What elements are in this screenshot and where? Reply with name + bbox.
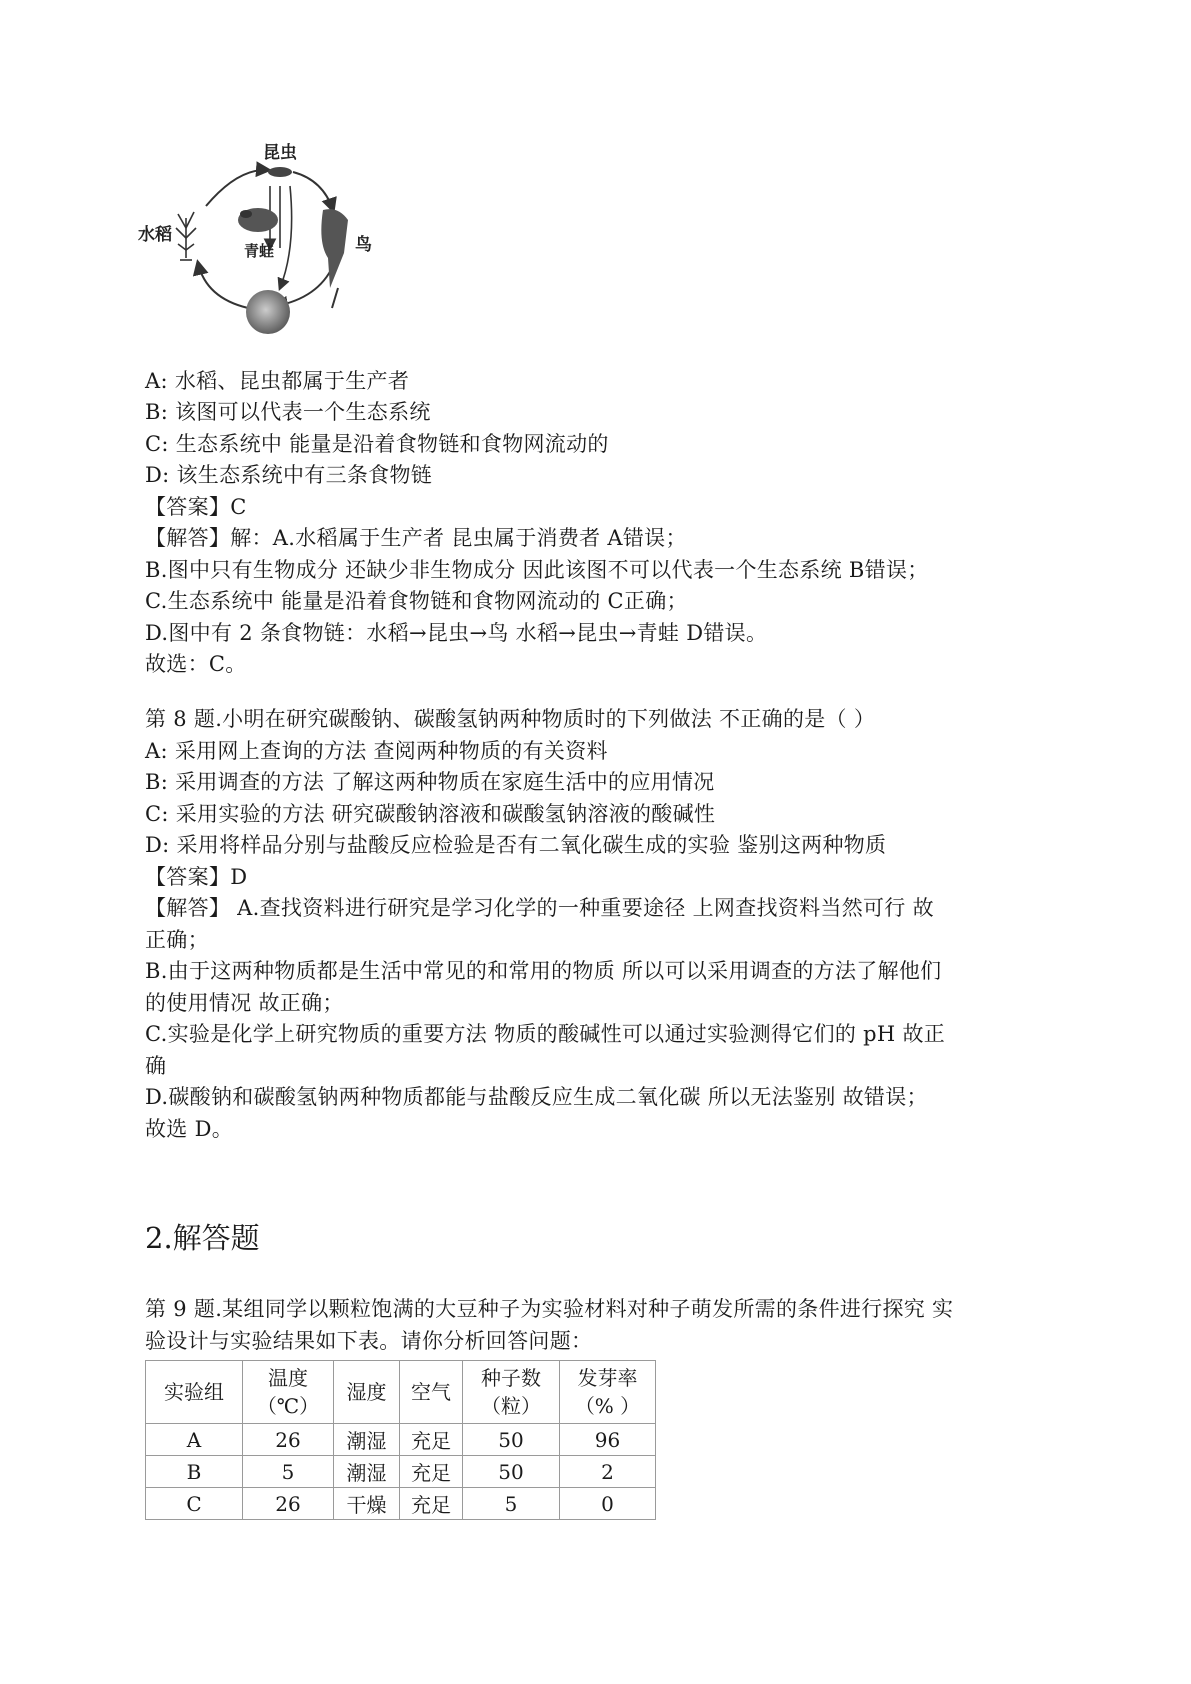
q8-answer: 【答案】D [145, 865, 248, 889]
label-insect: 昆虫 [263, 143, 297, 163]
q8-option-b: B: 采用调查的方法 了解这两种物质在家庭生活中的应用情况 [145, 770, 715, 794]
header-humidity: 湿度 [334, 1361, 400, 1424]
q7-explanation-line: 【解答】解：A.水稻属于生产者 昆虫属于消费者 A错误； [145, 526, 687, 550]
table-cell: 50 [463, 1456, 560, 1488]
q8-option-d: D: 采用将样品分别与盐酸反应检验是否有二氧化碳生成的实验 鉴别这两种物质 [145, 833, 887, 857]
header-air: 空气 [400, 1361, 463, 1424]
table-row [146, 1488, 656, 1520]
table-cell: 充足 [400, 1488, 463, 1520]
header-group: 实验组 [146, 1361, 243, 1424]
table-cell: 0 [560, 1488, 656, 1520]
header-germination-rate: 发芽率 （% ） [560, 1361, 656, 1424]
table-cell: 充足 [400, 1424, 463, 1456]
table-cell: 50 [463, 1424, 560, 1456]
q7-option-b: B: 该图可以代表一个生态系统 [145, 400, 431, 424]
table-row [146, 1424, 656, 1456]
table-cell: 潮湿 [334, 1456, 400, 1488]
q7-explanation-line: C.生态系统中 能量是沿着食物链和食物网流动的 C正确； [145, 589, 688, 613]
table-cell: A [146, 1424, 243, 1456]
table-cell: 2 [560, 1456, 656, 1488]
section-heading: 2.解答题 [145, 1221, 260, 1255]
q8-option-a: A: 采用网上查询的方法 查阅两种物质的有关资料 [145, 739, 608, 763]
label-frog: 青蛙 [244, 242, 275, 260]
q8-explanation-line: 正确； [145, 928, 209, 952]
table-cell: C [146, 1488, 243, 1520]
label-bird: 鸟 [355, 235, 372, 255]
q8-option-c: C: 采用实验的方法 研究碳酸钠溶液和碳酸氢钠溶液的酸碱性 [145, 802, 716, 826]
experiment-table [145, 1360, 656, 1520]
q7-option-d: D: 该生态系统中有三条食物链 [145, 463, 433, 487]
q8-explanation-line: 的使用情况 故正确； [145, 991, 344, 1015]
table-cell: 潮湿 [334, 1424, 400, 1456]
table-cell: 96 [560, 1424, 656, 1456]
q7-explanation-line: B.图中只有生物成分 还缺少非生物成分 因此该图不可以代表一个生态系统 B错误； [145, 558, 929, 582]
q8-explanation-line: C.实验是化学上研究物质的重要方法 物质的酸碱性可以通过实验测得它们的 pH 故正 [145, 1022, 946, 1046]
table-cell: 充足 [400, 1456, 463, 1488]
table-header-row [146, 1361, 656, 1424]
q7-option-c: C: 生态系统中 能量是沿着食物链和食物网流动的 [145, 432, 609, 456]
q9-question-line: 验设计与实验结果如下表。请你分析回答问题： [145, 1329, 593, 1353]
q8-explanation-line: 故选 D。 [145, 1117, 234, 1141]
table-cell: 干燥 [334, 1488, 400, 1520]
q7-option-a: A: 水稻、昆虫都属于生产者 [145, 369, 410, 393]
header-temperature: 温度 （℃） [243, 1361, 334, 1424]
header-seed-count: 种子数 （粒） [463, 1361, 560, 1424]
q8-question: 第 8 题.小明在研究碳酸钠、碳酸氢钠两种物质时的下列做法 不正确的是（ ） [145, 707, 876, 731]
q9-question-line: 第 9 题.某组同学以颗粒饱满的大豆种子为实验材料对种子萌发所需的条件进行探究 实 [145, 1297, 954, 1321]
q7-explanation-line: D.图中有 2 条食物链：水稻→昆虫→鸟 水稻→昆虫→青蛙 D错误。 [145, 621, 768, 645]
q8-explanation-line: D.碳酸钠和碳酸氢钠两种物质都能与盐酸反应生成二氧化碳 所以无法鉴别 故错误； [145, 1085, 928, 1109]
label-rice: 水稻 [138, 225, 172, 245]
q8-explanation-line: 【解答】 A.查找资料进行研究是学习化学的一种重要途径 上网查找资料当然可行 故 [145, 896, 934, 920]
table-cell: B [146, 1456, 243, 1488]
table-cell: 5 [463, 1488, 560, 1520]
table-cell: 26 [243, 1424, 334, 1456]
table-row [146, 1456, 656, 1488]
q7-explanation-line: 故选：C。 [145, 652, 247, 676]
q7-answer: 【答案】C [145, 495, 247, 519]
table-cell: 5 [243, 1456, 334, 1488]
q8-explanation-line: B.由于这两种物质都是生活中常见的和常用的物质 所以可以采用调查的方法了解他们 [145, 959, 942, 983]
q8-explanation-line: 确 [145, 1054, 167, 1078]
table-cell: 26 [243, 1488, 334, 1520]
food-web-diagram [138, 143, 398, 358]
